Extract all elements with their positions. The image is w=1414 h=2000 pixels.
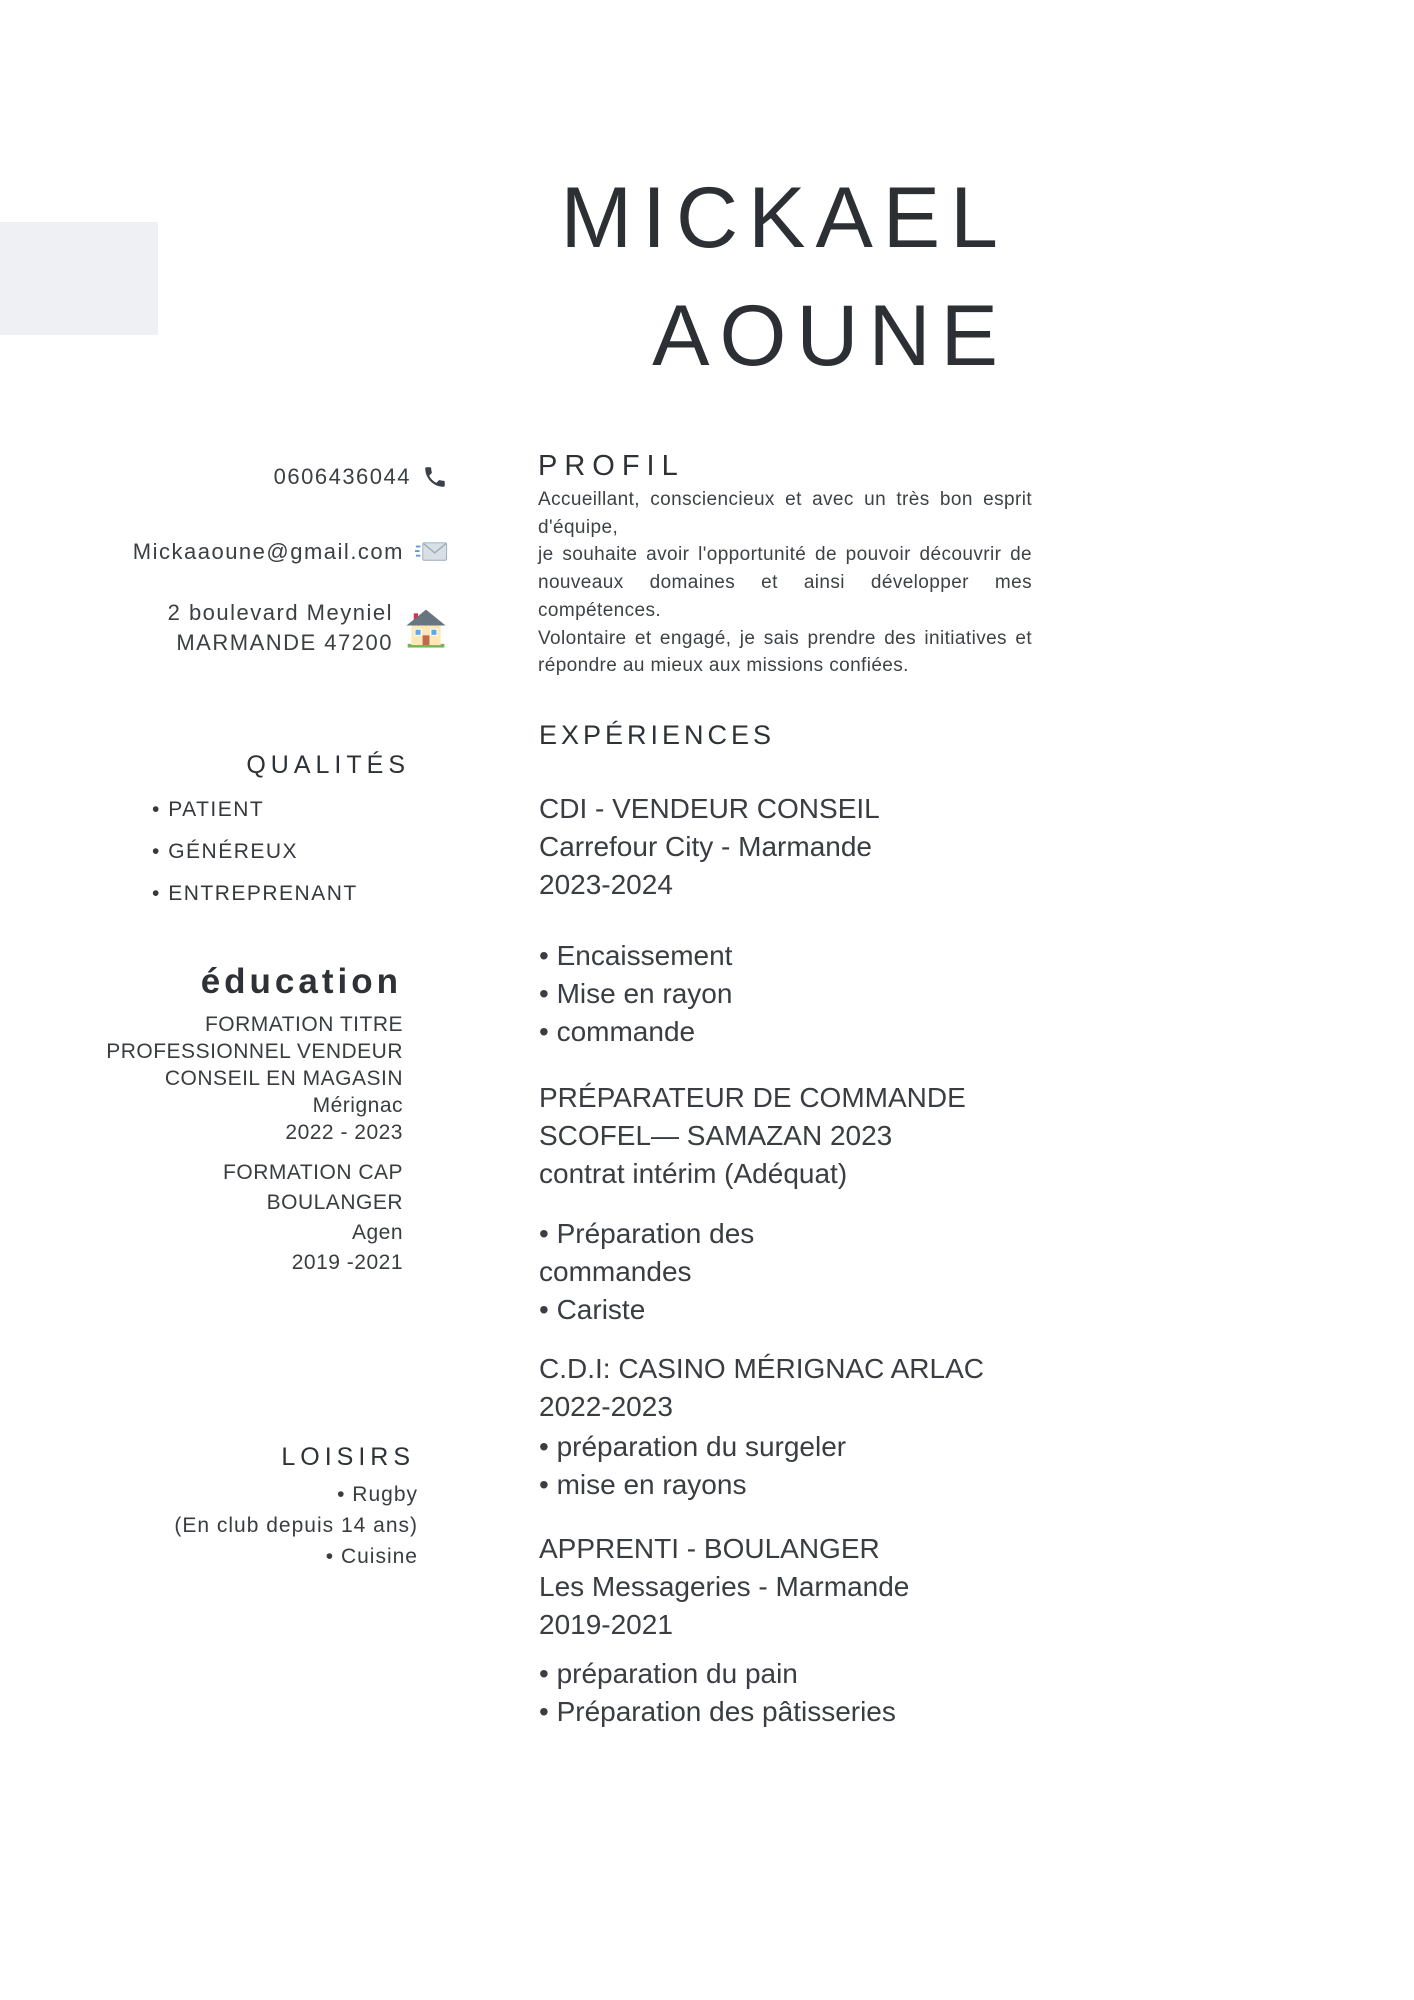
profile-title: PROFIL xyxy=(538,450,685,482)
profile-line: Volontaire et engagé, je sais prendre des initiatives et xyxy=(538,627,1032,649)
quality-item: • ENTREPRENANT xyxy=(152,873,358,915)
qualities-list xyxy=(152,789,358,915)
profile-line: nouveaux domaines et ainsi développer mes compétences. xyxy=(538,572,1032,621)
home-icon xyxy=(404,606,448,650)
address-line-1: 2 boulevard Meyniel xyxy=(167,600,393,625)
education-line: FORMATION TITRE xyxy=(204,1013,403,1036)
education-line: 2019 -2021 xyxy=(291,1251,403,1274)
job-1-bullets xyxy=(539,937,732,1051)
job-bullet-line: commandes xyxy=(539,1256,692,1287)
name-last: AOUNE xyxy=(652,288,1008,384)
hobby-line: • Rugby xyxy=(337,1483,418,1506)
job-4-bullets xyxy=(539,1655,896,1731)
job-heading-line: SCOFEL— SAMAZAN 2023 xyxy=(539,1120,893,1151)
education-line: BOULANGER xyxy=(266,1191,403,1214)
hobbies-list xyxy=(174,1479,418,1572)
education-line: 2022 - 2023 xyxy=(285,1121,403,1144)
profile-paragraph xyxy=(538,486,1032,680)
job-heading-line: 2019-2021 xyxy=(539,1609,673,1640)
phone-icon xyxy=(422,464,448,490)
contact-email-row xyxy=(133,537,448,567)
hobbies-title: LOISIRS xyxy=(281,1443,415,1471)
job-heading-line: APPRENTI - BOULANGER xyxy=(539,1533,880,1564)
education-entry-2 xyxy=(223,1158,403,1278)
job-heading-line: 2023-2024 xyxy=(539,869,673,900)
qualities-title: QUALITÉS xyxy=(246,751,410,779)
education-title: éducation xyxy=(200,962,402,1001)
experiences-title: EXPÉRIENCES xyxy=(539,720,776,750)
education-entry-1 xyxy=(106,1011,403,1146)
job-bullet-line: • Mise en rayon xyxy=(539,978,733,1009)
job-bullet-line: • préparation du surgeler xyxy=(539,1431,847,1462)
job-bullet-line: • Cariste xyxy=(539,1294,646,1325)
job-heading-line: C.D.I: CASINO MÉRIGNAC ARLAC xyxy=(539,1353,984,1384)
job-heading-line: CDI - VENDEUR CONSEIL xyxy=(539,793,880,824)
job-2-bullets xyxy=(539,1215,754,1329)
hobby-line: (En club depuis 14 ans) xyxy=(174,1514,418,1537)
contact-address-row xyxy=(168,598,448,658)
job-bullet-line: • mise en rayons xyxy=(539,1469,747,1500)
name-first: MICKAEL xyxy=(560,170,1008,266)
job-3-bullets xyxy=(539,1428,846,1504)
job-3-heading xyxy=(539,1350,984,1426)
job-heading-line: Carrefour City - Marmande xyxy=(539,831,872,862)
education-line: CONSEIL EN MAGASIN xyxy=(164,1067,403,1090)
job-4-heading xyxy=(539,1530,909,1644)
profile-line: Accueillant, consciencieux et avec un très bon esprit d'équipe, xyxy=(538,489,1032,538)
job-bullet-line: • Préparation des pâtisseries xyxy=(539,1696,896,1727)
postal-address xyxy=(168,598,393,658)
job-heading-line: contrat intérim (Adéquat) xyxy=(539,1158,848,1189)
job-2-heading xyxy=(539,1079,966,1193)
education-line: PROFESSIONNEL VENDEUR xyxy=(106,1040,403,1063)
profile-line: je souhaite avoir l'opportunité de pouvoir découvrir de xyxy=(538,544,1032,566)
education-line: Mérignac xyxy=(312,1094,403,1117)
education-line: FORMATION CAP xyxy=(223,1161,403,1184)
job-bullet-line: • préparation du pain xyxy=(539,1658,798,1689)
email-address: Mickaaoune@gmail.com xyxy=(132,539,404,564)
job-heading-line: 2022-2023 xyxy=(539,1391,673,1422)
job-1-heading xyxy=(539,790,880,904)
job-bullet-line: • Préparation des xyxy=(539,1218,755,1249)
address-line-2: MARMANDE 47200 xyxy=(176,630,393,655)
decor-rectangle xyxy=(0,222,158,335)
phone-number: 0606436044 xyxy=(273,464,411,489)
quality-item: • GÉNÉREUX xyxy=(152,831,358,873)
email-icon xyxy=(415,541,448,563)
contact-phone-row xyxy=(274,462,448,492)
job-heading-line: Les Messageries - Marmande xyxy=(539,1571,910,1602)
job-heading-line: PRÉPARATEUR DE COMMANDE xyxy=(539,1082,966,1113)
job-bullet-line: • Encaissement xyxy=(539,940,733,971)
quality-item: • PATIENT xyxy=(152,789,358,831)
education-line: Agen xyxy=(351,1221,403,1244)
job-bullet-line: • commande xyxy=(539,1016,696,1047)
hobby-line: • Cuisine xyxy=(325,1545,418,1568)
profile-line: répondre au mieux aux missions confiées. xyxy=(538,655,909,677)
